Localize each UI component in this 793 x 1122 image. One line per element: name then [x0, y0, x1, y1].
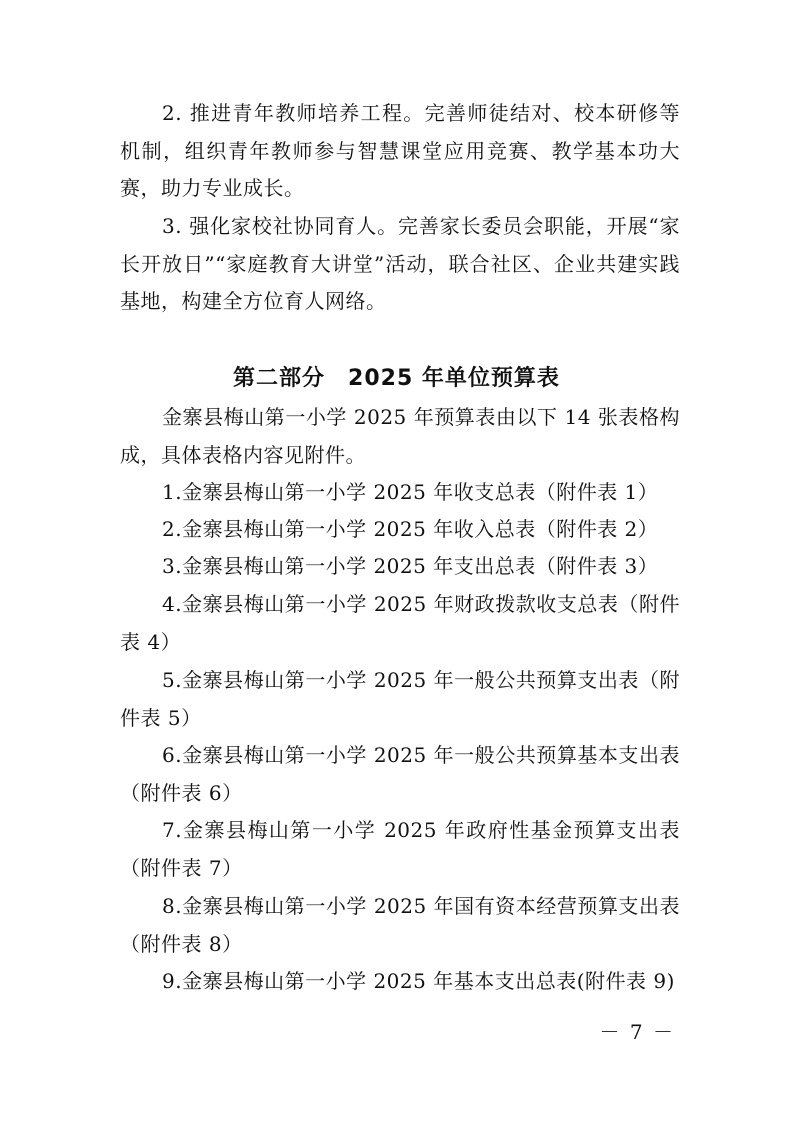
paragraph-home-school-cooperation: 3. 强化家校社协同育人。完善家长委员会职能，开展“家长开放日”“家庭教育大讲堂”活动，联合社区、企业共建实践基地，构建全方位育人网络。 — [120, 214, 680, 313]
page-number: － 7 － — [599, 1020, 675, 1044]
list-item: 8.金寨县梅山第一小学 2025 年国有资本经营预算支出表（附件表 8） — [120, 894, 680, 956]
section-intro: 金寨县梅山第一小学 2025 年预算表由以下 14 张表格构成，具体表格内容见附件。 — [120, 405, 680, 467]
list-item: 2.金寨县梅山第一小学 2025 年收入总表（附件表 2） — [162, 517, 659, 541]
paragraph-teacher-training: 2. 推进青年教师培养工程。完善师徒结对、校本研修等机制，组织青年教师参与智慧课堂应用竞赛、教学基本功大赛，助力专业成长。 — [120, 101, 680, 200]
list-item: 7.金寨县梅山第一小学 2025 年政府性基金预算支出表（附件表 7） — [120, 818, 680, 880]
list-item: 6.金寨县梅山第一小学 2025 年一般公共预算基本支出表（附件表 6） — [120, 743, 680, 805]
section-title: 第二部分 2025 年单位预算表 — [233, 366, 560, 391]
list-item: 4.金寨县梅山第一小学 2025 年财政拨款收支总表（附件表 4） — [120, 592, 680, 654]
list-item: 3.金寨县梅山第一小学 2025 年支出总表（附件表 3） — [162, 554, 659, 578]
list-item: 9.金寨县梅山第一小学 2025 年基本支出总表(附件表 9) — [162, 969, 675, 993]
list-item: 5.金寨县梅山第一小学 2025 年一般公共预算支出表（附件表 5） — [120, 668, 680, 730]
list-item: 1.金寨县梅山第一小学 2025 年收支总表（附件表 1） — [162, 480, 659, 504]
